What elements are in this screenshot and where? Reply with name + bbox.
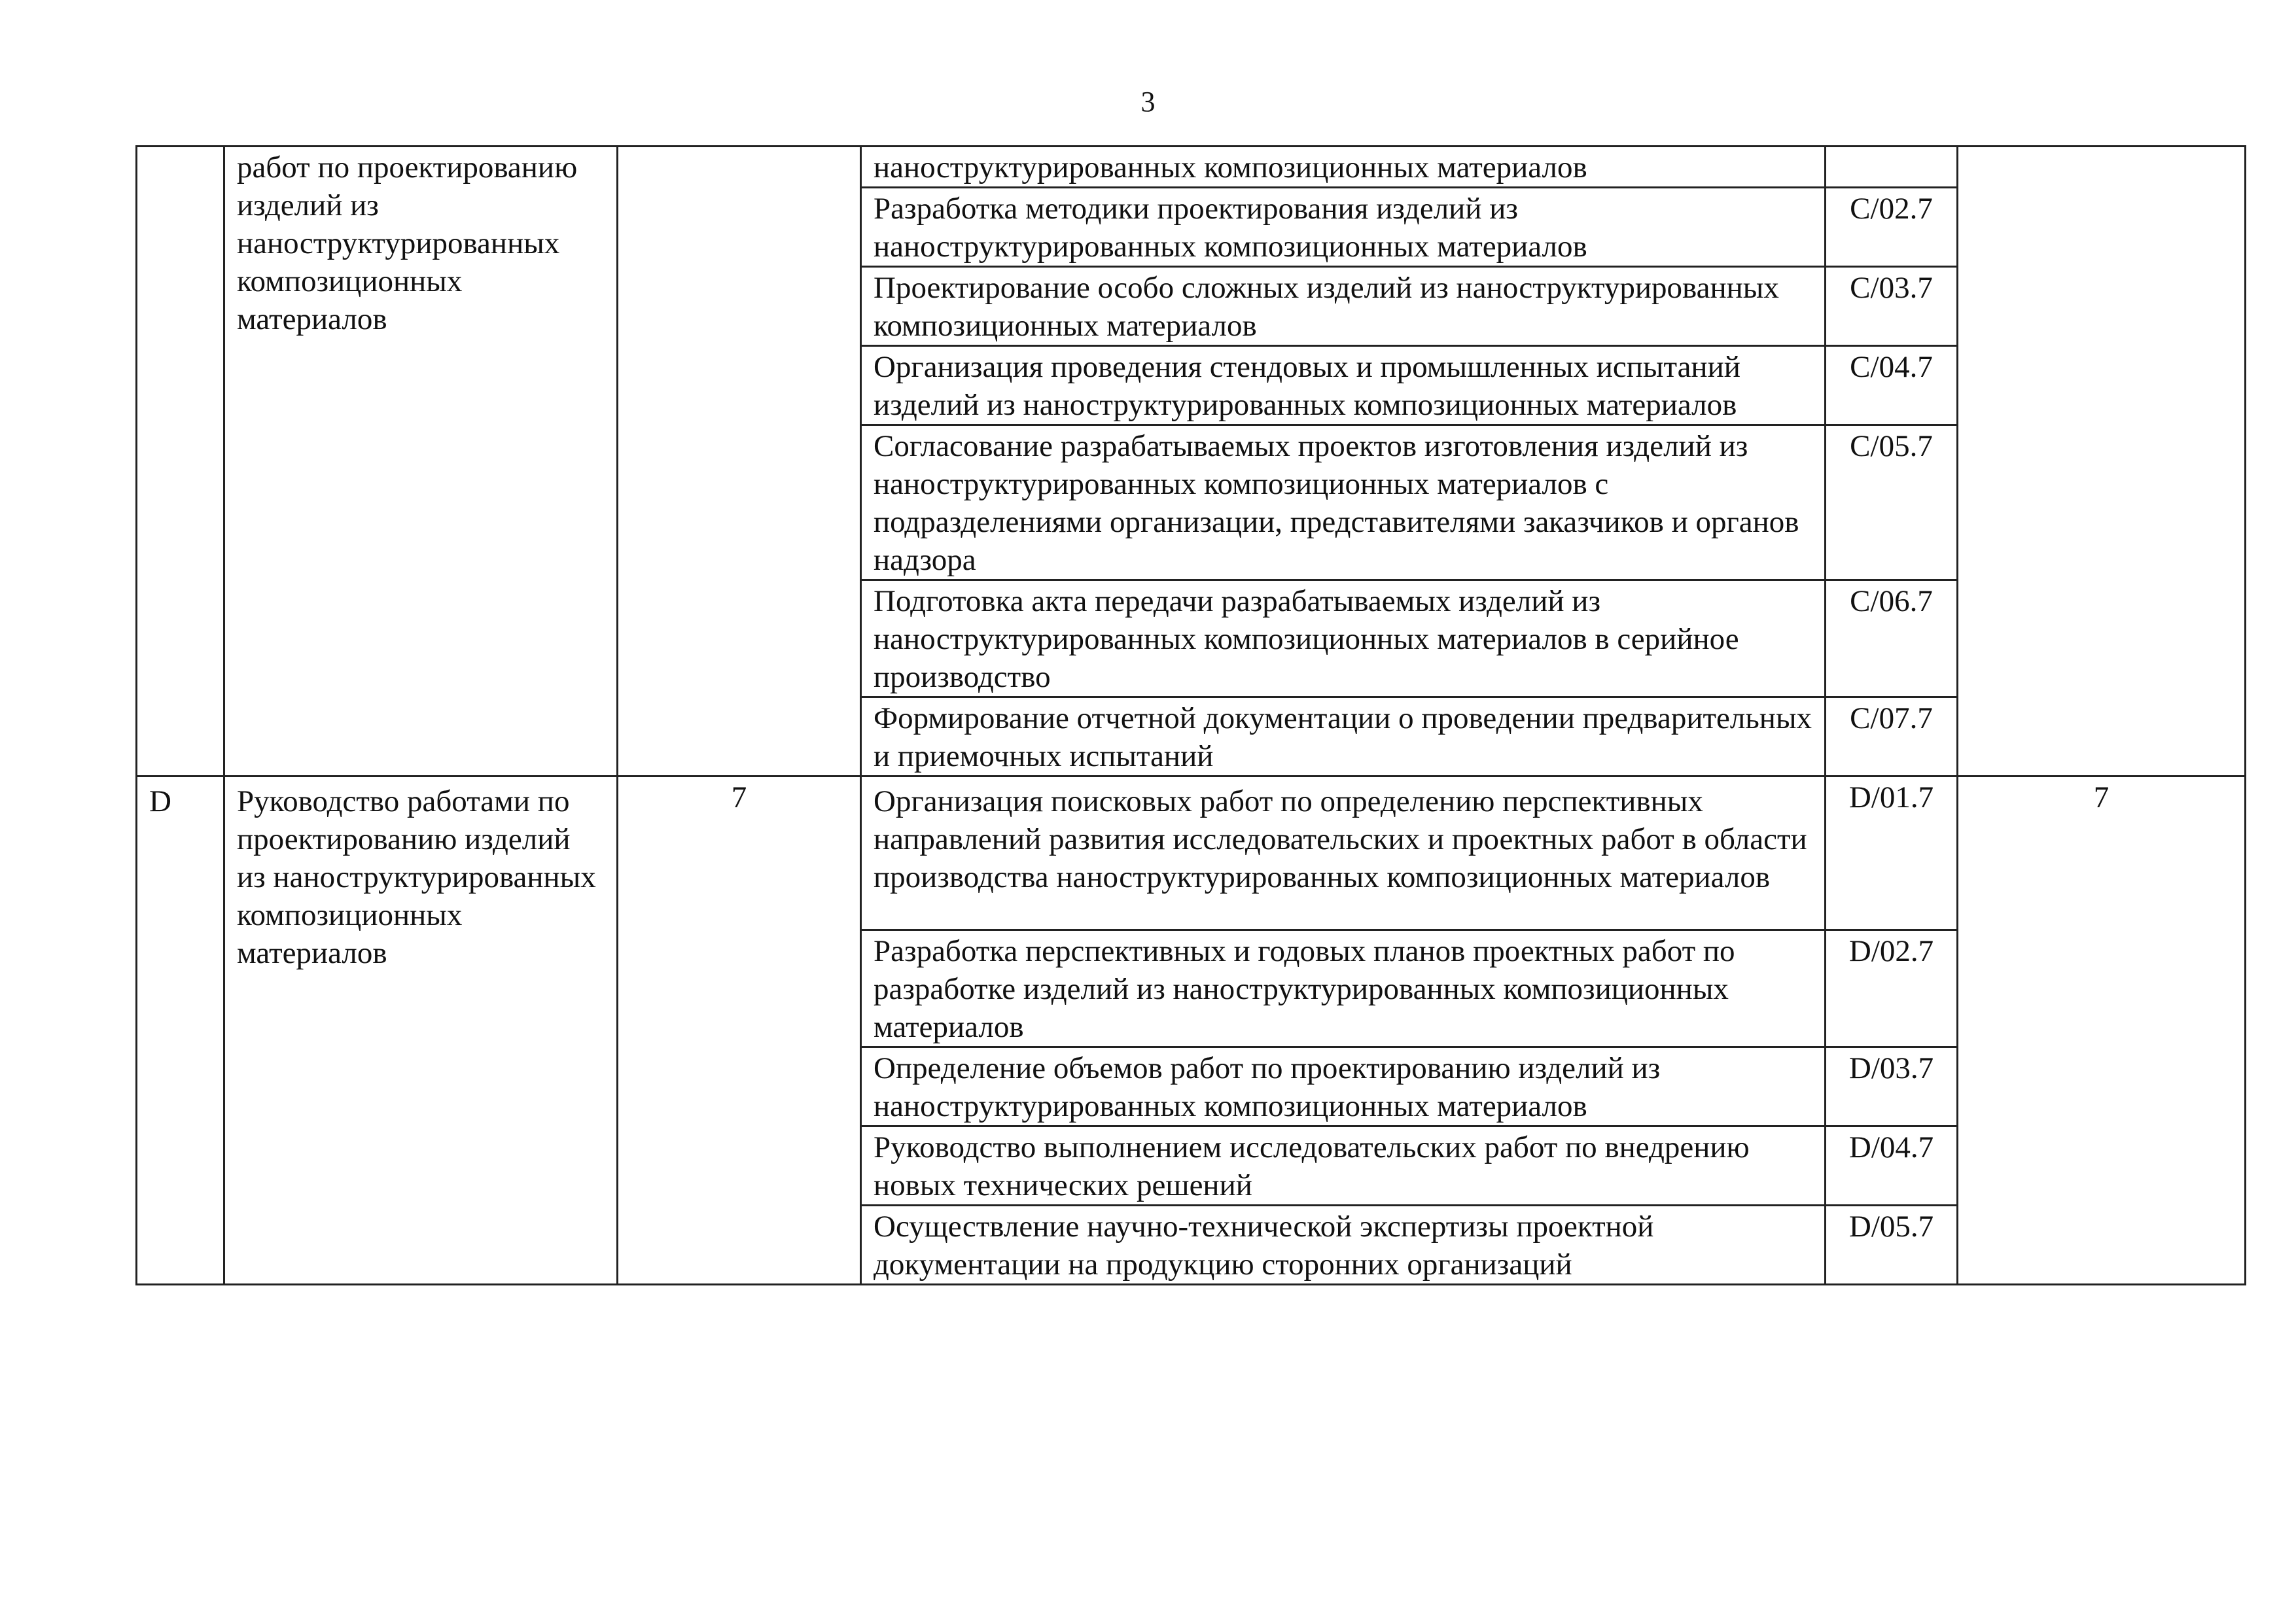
labor-function-code: C/05.7: [1826, 425, 1958, 580]
labor-function-code: [1826, 147, 1958, 188]
labor-function-name: Подготовка акта передачи разрабатываемых изделий из наноструктурированных композиционных материалов в серийное производство: [861, 580, 1826, 697]
labor-function-name: Организация поисковых работ по определению перспективных направлений развития исследовательских и проектных работ в области производства наноструктурированных композиционных материалов: [861, 777, 1826, 930]
labor-function-code: D/05.7: [1826, 1206, 1958, 1285]
labor-function-name: Согласование разрабатываемых проектов изготовления изделий из наноструктурированных композиционных материалов с подразделениями организации, представителями заказчиков и органов надзора: [861, 425, 1826, 580]
table-row: [137, 147, 2246, 188]
function-group-code: D: [137, 777, 224, 1285]
page-number: 3: [1140, 86, 1156, 118]
function-group-code: [137, 147, 224, 777]
labor-function-code: C/02.7: [1826, 188, 1958, 267]
labor-function-code: D/04.7: [1826, 1126, 1958, 1206]
labor-function-code: D/03.7: [1826, 1047, 1958, 1126]
labor-function-name: Проектирование особо сложных изделий из наноструктурированных композиционных материалов: [861, 267, 1826, 346]
function-group-name: Руководство работами по проектированию изделий из наноструктурированных композиционных материалов: [224, 777, 618, 1285]
labor-function-code: C/06.7: [1826, 580, 1958, 697]
labor-function-name: Осуществление научно-технической экспертизы проектной документации на продукцию сторонних организаций: [861, 1206, 1826, 1285]
sub-qualification-level: 7: [1958, 777, 2246, 1285]
labor-function-name: Определение объемов работ по проектированию изделий из наноструктурированных композиционных материалов: [861, 1047, 1826, 1126]
qualification-level: [618, 147, 861, 777]
labor-function-name: Формирование отчетной документации о проведении предварительных и приемочных испытаний: [861, 697, 1826, 777]
labor-functions-table: [135, 145, 2246, 1285]
labor-function-name: Разработка методики проектирования изделий из наноструктурированных композиционных материалов: [861, 188, 1826, 267]
labor-function-code: D/02.7: [1826, 930, 1958, 1047]
function-group-name: работ по проектированию изделий из наноструктурированных композиционных материалов: [224, 147, 618, 777]
sub-qualification-level: [1958, 147, 2246, 777]
labor-function-code: C/07.7: [1826, 697, 1958, 777]
labor-function-name: Разработка перспективных и годовых планов проектных работ по разработке изделий из наноструктурированных композиционных материалов: [861, 930, 1826, 1047]
labor-function-name: наноструктурированных композиционных материалов: [861, 147, 1826, 188]
labor-function-name: Организация проведения стендовых и промышленных испытаний изделий из наноструктурированных композиционных материалов: [861, 346, 1826, 425]
labor-function-code: C/03.7: [1826, 267, 1958, 346]
labor-function-code: D/01.7: [1826, 777, 1958, 930]
labor-function-name: Руководство выполнением исследовательских работ по внедрению новых технических решений: [861, 1126, 1826, 1206]
table-row: [137, 777, 2246, 930]
labor-function-code: C/04.7: [1826, 346, 1958, 425]
qualification-level: 7: [618, 777, 861, 1285]
